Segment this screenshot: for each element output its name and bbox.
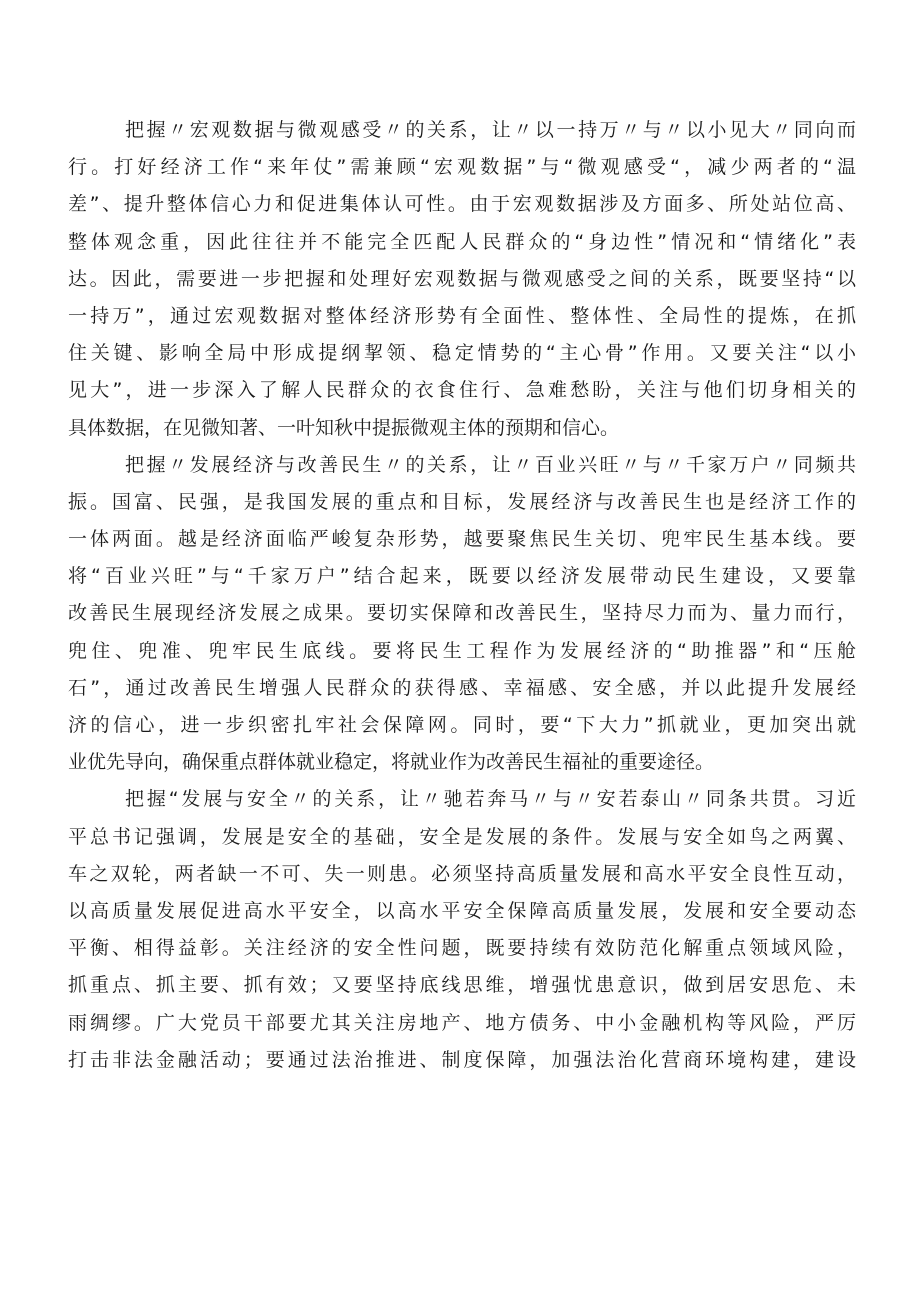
paragraph-1-line-9: 具体数据，在见微知著、一叶知秋中提振微观主体的预期和信心。 <box>68 416 620 439</box>
paragraph-1-line-5: 达。因此，需要进一步把握和处理好宏观数据与微观感受之间的关系，既要坚持“以 <box>68 267 856 290</box>
paragraph-2-line-4: 将“百业兴旺”与“千家万户”结合起来，既要以经济发展带动民生建设，又要靠 <box>68 565 856 588</box>
paragraph-2-line-7: 石”，通过改善民生增强人民群众的获得感、幸福感、安全感，并以此提升发展经 <box>68 676 856 699</box>
paragraph-2-line-1: 把握〃发展经济与改善民生〃的关系，让〃百业兴旺〃与〃千家万户〃同频共 <box>125 453 856 476</box>
document-body <box>68 112 856 1079</box>
paragraph-2-line-6: 兜住、兜准、兜牢民生底线。要将民生工程作为发展经济的“助推器”和“压舱 <box>68 639 856 662</box>
paragraph-3-line-3: 车之双轮，两者缺一不可、失一则患。必须坚持高质量发展和高水平安全良性互动， <box>68 862 856 885</box>
paragraph-2-line-3: 一体两面。越是经济面临严峻复杂形势，越要聚焦民生关切、兜牢民生基本线。要 <box>68 528 856 551</box>
paragraph-2-line-5: 改善民生展现经济发展之成果。要切实保障和改善民生，坚持尽力而为、量力而行， <box>68 602 856 625</box>
paragraph-3-line-7: 雨绸缪。广大党员干部要尤其关注房地产、地方债务、中小金融机构等风险，严厉 <box>68 1011 856 1034</box>
paragraph-2-line-8: 济的信心，进一步织密扎牢社会保障网。同时，要“下大力”抓就业，更加突出就 <box>68 714 856 736</box>
paragraph-1-line-8: 见大”，进一步深入了解人民群众的衣食住行、急难愁盼，关注与他们切身相关的 <box>68 379 856 402</box>
paragraph-1-line-4: 整体观念重，因此往往并不能完全匹配人民群众的“身边性”情况和“情绪化”表 <box>68 230 856 253</box>
paragraph-1-line-7: 住关键、影响全局中形成提纲挈领、稳定情势的“主心骨”作用。又要关注“以小 <box>68 342 856 365</box>
paragraph-1-line-2: 行。打好经济工作“来年仗”需兼顾“宏观数据”与“微观感受“，减少两者的“温 <box>68 156 856 179</box>
paragraph-3-line-4: 以高质量发展促进高水平安全，以高水平安全保障高质量发展，发展和安全要动态 <box>68 899 856 922</box>
paragraph-2-line-9: 业优先导向，确保重点群体就业稳定，将就业作为改善民生福祉的重要途径。 <box>68 751 715 774</box>
paragraph-3-line-6: 抓重点、抓主要、抓有效；又要坚持底线思维，增强忧患意识，做到居安思危、未 <box>68 974 856 997</box>
paragraph-1-line-3: 差”、提升整体信心力和促进集体认可性。由于宏观数据涉及方面多、所处站位高、 <box>68 193 856 216</box>
paragraph-3-line-2: 平总书记强调，发展是安全的基础，安全是发展的条件。发展与安全如鸟之两翼、 <box>68 825 856 848</box>
paragraph-1-line-1: 把握〃宏观数据与微观感受〃的关系，让〃以一持万〃与〃以小见大〃同向而 <box>125 119 856 141</box>
paragraph-1-line-6: 一持万”，通过宏观数据对整体经济形势有全面性、整体性、全局性的提炼，在抓 <box>68 304 856 327</box>
paragraph-2-line-2: 振。国富、民强，是我国发展的重点和目标，发展经济与改善民生也是经济工作的 <box>68 490 856 513</box>
paragraph-3-line-5: 平衡、相得益彰。关注经济的安全性问题，既要持续有效防范化解重点领域风险， <box>68 937 856 960</box>
paragraph-3-line-8: 打击非法金融活动；要通过法治推进、制度保障，加强法治化营商环境构建，建设 <box>68 1048 856 1071</box>
paragraph-3-line-1: 把握“发展与安全〃的关系，让〃驰若奔马〃与〃安若泰山〃同条共贯。习近 <box>125 788 856 811</box>
